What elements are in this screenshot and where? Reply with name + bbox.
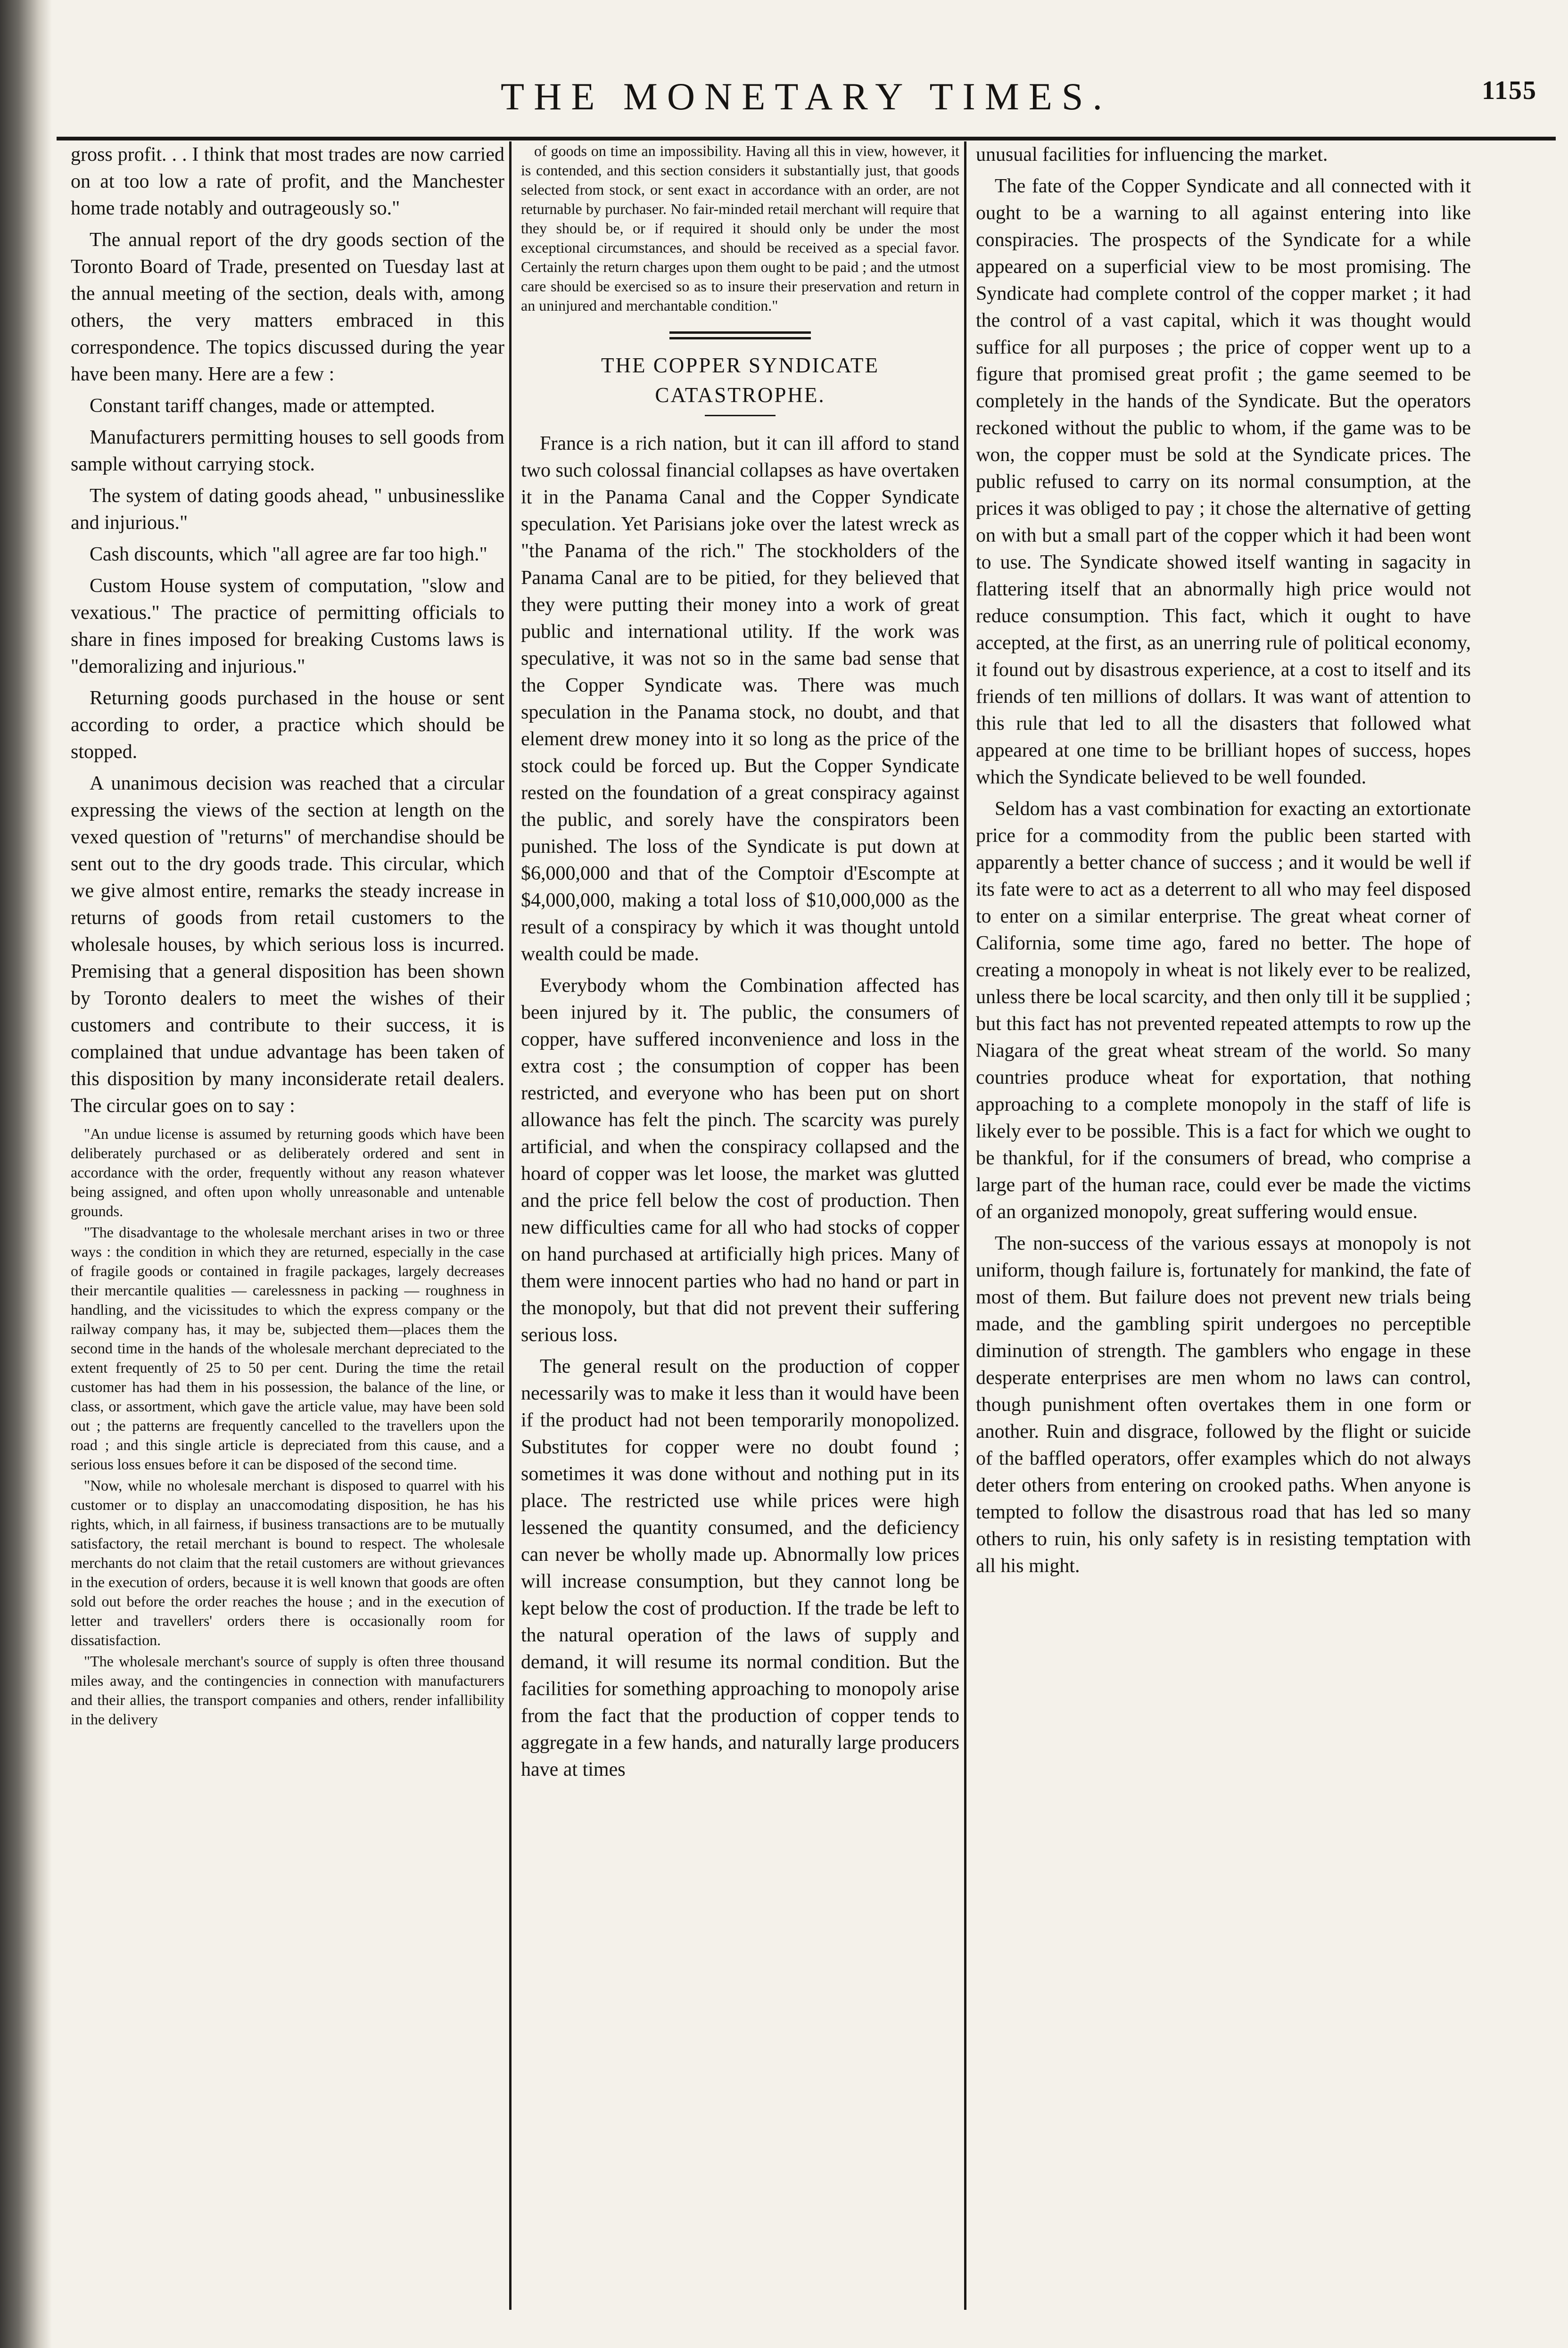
quoted-paragraph: "Now, while no wholesale merchant is disposed to quarrel with his customer or to display an unaccomodating disposition, he has his rights, which, in all fairness, if business transactions are to be mutually satisfactory, the retail merchant is bound to respect. The wholesale merchants do not claim that the retail customers are without grievances in the execution of orders, because it is well known that goods are often sold out before the order reaches the house ; and in the execution of letter and travellers' orders there is occasionally room for dissatisfaction. [71,1477,504,1648]
column-1 [71,141,504,1731]
paragraph: unusual facilities for influencing the market. [976,144,1328,165]
quoted-paragraph: "An undue license is assumed by returning goods which have been deliberately purchased or as deliberately ordered and sent in accordance with the order, frequently without any reason whatever being assigned, and often upon wholly unreasonable and untenable grounds. [71,1125,504,1219]
paragraph: The general result on the production of copper necessarily was to make it less than it would have been if the product had not been temporarily monopolized. Substitutes for copper were no doubt found ; sometimes it was done without and nothing put in its place. The restricted use while prices were high lessened the quantity consumed, and the deficiency can never be wholly made up. Abnormally low prices will increase consumption, but they cannot long be kept below the cost of production. If the trade be left to the natural operation of the laws of supply and demand, it will resume its normal condition. But the facilities for something approaching to monopoly arise from the fact that the production of copper tends to aggregate in a few hands, and naturally large producers have at times [521,1356,959,1780]
quoted-paragraph: "The disadvantage to the wholesale merchant arises in two or three ways : the condition in which they are returned, especially in the case of fragile goods or contained in fragile packages, largely decreases their mercantile qualities — carelessness in packing — roughness in handling, and the vicissitudes to which the express company or the railway company has, it may be, subjected them—places them the second time in the hands of the wholesale merchant depreciated to the extent frequently of 25 to 50 per cent. During the time the retail customer has had them in his possession, the balance of the line, or class, or assortment, which gave the article value, may have been sold out ; the patterns are frequently cancelled to the travellers upon the road ; and this single article is depreciated from this cause, and a serious loss ensues before it can be disposed of the second time. [71,1224,504,1473]
quoted-paragraph: of goods on time an impossibility. Having all this in view, however, it is contended, and this section considers it substantially just, that goods selected from stock, or sent exact in accordance with an order, are not returnable by purchaser. No fair-minded retail merchant will require that they should be, or if required it should only be under the most exceptional circumstances, and should be received as a special favor. Certainly the return charges upon them ought to be paid ; and the utmost care should be exercised so as to insure their preservation and return in an uninjured and merchantable condition." [521,142,959,314]
quoted-paragraph: "The wholesale merchant's source of supply is often three thousand miles away, and the contingencies in connection with manufacturers and their allies, the transport companies and others, render infallibility in the delivery [71,1653,504,1728]
paragraph: Returning goods purchased in the house or sent according to order, a practice which should be stopped. [71,687,504,763]
paragraph: Seldom has a vast combination for exacting an extortionate price for a commodity from the public been started with apparently a better chance of success ; and it would be well if its fate were to act as a deterrent to all who may feel disposed to enter on a similar enterprise. The great wheat corner of California, some time ago, fared no better. The hope of creating a monopoly in wheat is not likely ever to be realized, unless there be local scarcity, and then only till it be supplied ; but this fact has not prevented repeated attempts to row up the Niagara of the great wheat stream of the world. So many countries produce wheat for exportation, that nothing approaching to a complete monopoly in the staff of life is likely ever to be possible. This is a fact for which we ought to be thankful, for if the consumers of bread, who comprise a large part of the human race, could ever be made the victims of an organized monopoly, great suffering would ensue. [976,798,1471,1223]
masthead [57,71,1556,123]
article-heading: THE COPPER SYNDICATE CATASTROPHE. [601,354,880,407]
paragraph: Constant tariff changes, made or attempted. [90,395,435,417]
paragraph: The annual report of the dry goods section of the Toronto Board of Trade, presented on Tuesday last at the annual meeting of the section, deals with, among others, the very matters embraced in this correspondence. The topics discussed during the year have been many. Here are a few : [71,229,504,385]
section-separator [669,331,811,339]
paragraph: The system of dating goods ahead, " unbusinesslike and injurious." [71,485,504,534]
paragraph: Manufacturers permitting houses to sell goods from sample without carrying stock. [71,427,504,475]
paragraph: Custom House system of computation, "slow and vexatious." The practice of permitting officials to share in fines imposed for breaking Customs laws is "demoralizing and injurious." [71,575,504,677]
column-2 [521,141,959,1788]
binding-shadow [0,0,52,2348]
masthead-title: THE MONETARY TIMES. [501,75,1112,118]
column-divider [964,141,966,2310]
paragraph: A unanimous decision was reached that a circular expressing the views of the section at length on the vexed question of "returns" of merchandise should be sent out to the dry goods trade. This circular, which we give almost entire, remarks the steady increase in returns of goods from retail customers to the wholesale houses, by which serious loss is incurred. Premising that a general disposition has been shown by Toronto dealers to meet the wishes of their customers and contribute to their success, it is complained that undue advantage has been taken of this disposition by many inconsiderate retail dealers. The circular goes on to say : [71,773,504,1117]
heading-rule [705,415,776,416]
paragraph: Cash discounts, which "all agree are far too high." [90,544,487,565]
paragraph: The fate of the Copper Syndicate and all connected with it ought to be a warning to all against entering into like conspiracies. The prospects of the Syndicate for a while appeared on a superficial view to be most promising. The Syndicate had complete control of the copper market ; it had the control of a vast capital, which it was thought would suffice for all purposes ; the price of copper went up to a figure that promised great profit ; the game seemed to be completely in the hands of the Syndicate. But the operators reckoned without the public to whom, if the game was to be won, the copper must be sold at the Syndicate prices. The public refused to carry on its normal consumption, at the prices it was obliged to pay ; it chose the alternative of getting on with but a small part of the copper which it had been wont to use. The Syndicate showed itself wanting in sagacity in flattering itself that an abnormally high price would not reduce consumption. This fact, which it ought to have accepted, at the first, as an unerring rule of political economy, it found out by disastrous experience, at a cost to itself and its friends of ten millions of dollars. It was want of attention to this rule that led to all the disasters that followed what appeared at one time to be brilliant hopes of success, hopes which the Syndicate believed to be well founded. [976,175,1471,788]
paragraph: The non-success of the various essays at monopoly is not uniform, though failure is, fortunately for mankind, the fate of most of them. But failure does not prevent new trials being made, and the gambling spirit undergoes no perceptible diminution of strength. The gamblers who engage in these desperate enterprises are men whom no laws can control, though punishment often overtakes them in one form or another. Ruin and disgrace, followed by the flight or suicide of the baffled operators, offer examples which do not always deter others from entering on crooked paths. When anyone is tempted to follow the disastrous road that has led so many others to ruin, his only safety is in resisting temptation with all his might. [976,1233,1471,1577]
page-number: 1155 [1482,76,1537,105]
paragraph: France is a rich nation, but it can ill afford to stand two such colossal financial collapses as have overtaken it in the Panama Canal and the Copper Syndicate speculation. Yet Parisians joke over the latest wreck as "the Panama of the rich." The stockholders of the Panama Canal are to be pitied, for they believed that they were putting their money into a work of great public and international utility. If the work was speculative, it was not so in the same bad sense that the Copper Syndicate was. There was much speculation in the Panama stock, no doubt, and that element drew money into it so long as the price of the stock could be forced up. But the Copper Syndicate rested on the foundation of a great conspiracy against the public, and sorely have the conspirators been punished. The loss of the Syndicate is put down at $6,000,000 and that of the Comptoir d'Escompte at $4,000,000, making a total loss of $10,000,000 as the result of a conspiracy by which it was thought untold wealth could be made. [521,433,959,965]
column-divider [509,141,512,2310]
column-3 [976,141,1471,1584]
paragraph: Everybody whom the Combination affected has been injured by it. The public, the consumers of copper, have suffered inconvenience and loss in the extra cost ; the consumption of copper has been restricted, and everyone who has been put on short allowance has felt the pinch. The scarcity was purely artificial, and when the conspiracy collapsed and the hoard of copper was let loose, the market was glutted and the price fell below the cost of production. Then new difficulties came for all who had stocks of copper on hand purchased at artificially high prices. Many of them were innocent parties who had no hand or part in the monopoly, but that did not prevent their suffering serious loss. [521,975,959,1346]
masthead-rule [57,137,1556,140]
paragraph: gross profit. . . I think that most trades are now carried on at too low a rate of profit, and the Manchester home trade notably and outrageously so." [71,144,504,219]
